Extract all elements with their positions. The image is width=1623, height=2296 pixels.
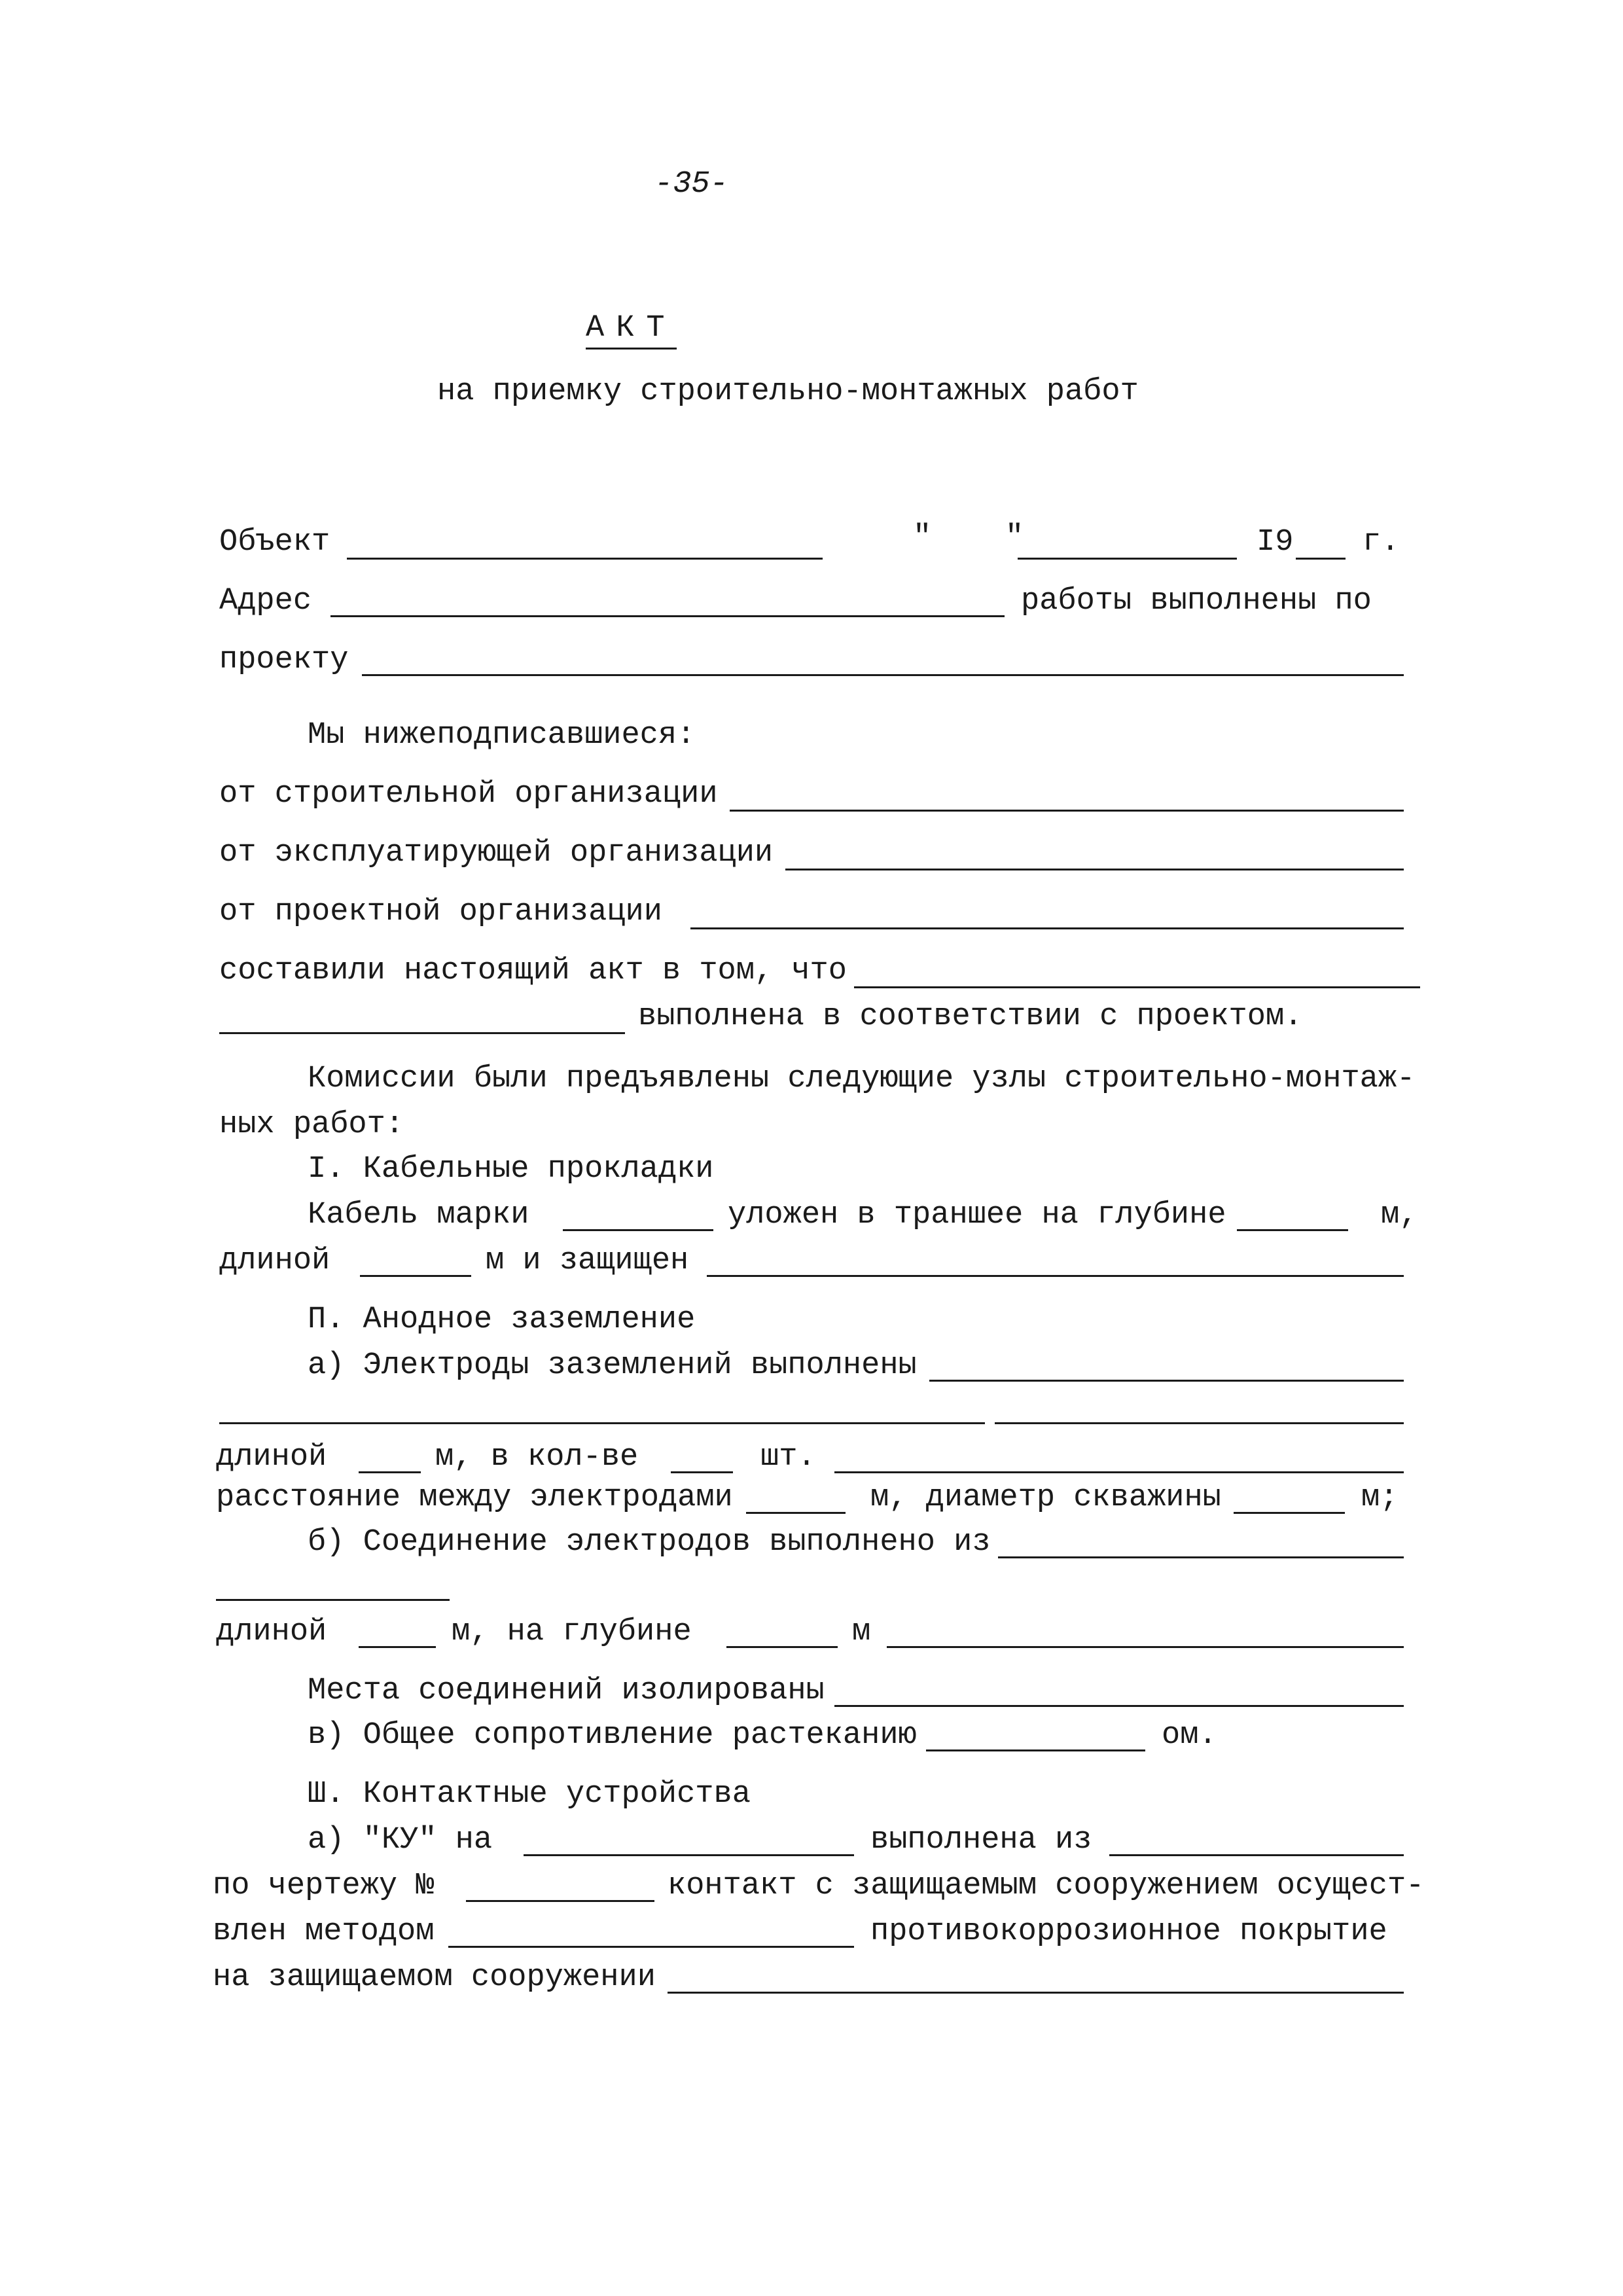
object-label: Объект [219, 525, 330, 560]
distance-label: расстояние между электродами [216, 1480, 733, 1515]
connection-label: б) Соединение электродов выполнено из [308, 1525, 991, 1560]
electrodes-field-cont-2[interactable] [995, 1422, 1404, 1424]
design-org-label: от проектной организации [219, 895, 662, 929]
m-depth-label: м, на глубине [452, 1615, 692, 1649]
commission-line-1: Комиссии были предъявлены следующие узлы строительно-монтаж- [308, 1062, 1416, 1096]
year-suffix: г. [1363, 525, 1400, 560]
ku-material-field[interactable] [1109, 1854, 1404, 1856]
project-label: проекту [219, 643, 349, 677]
cable-protection-field[interactable] [707, 1275, 1404, 1277]
method-field[interactable] [448, 1946, 854, 1948]
on-structure-label: на защищаемом сооружении [213, 1960, 656, 1995]
design-org-field[interactable] [690, 927, 1404, 929]
distance-field[interactable] [746, 1512, 846, 1514]
object-field[interactable] [347, 558, 823, 560]
section1-heading: I. Кабельные прокладки [308, 1152, 714, 1187]
trench-depth-field[interactable] [1237, 1229, 1348, 1231]
address-field[interactable] [330, 615, 1005, 617]
electrode-qty-field[interactable] [671, 1471, 733, 1473]
electrodes-field[interactable] [929, 1380, 1404, 1382]
drawing-number-field[interactable] [466, 1900, 654, 1902]
document-subtitle: на приемку строительно-монтажных работ [437, 374, 1139, 409]
date-field[interactable] [1018, 558, 1237, 560]
project-field[interactable] [362, 674, 1404, 676]
electrodes-field-cont-1[interactable] [219, 1422, 985, 1424]
date-quote-marks: " " [913, 520, 1024, 555]
cable-length-field[interactable] [360, 1275, 471, 1277]
construction-org-label: от строительной организации [219, 777, 718, 812]
operating-org-label: от эксплуатирующей организации [219, 836, 774, 870]
resistance-label: в) Общее сопротивление растеканию [308, 1718, 917, 1753]
commission-line-2: ных работ: [219, 1107, 404, 1142]
laid-in-trench-label: уложен в траншее на глубине [728, 1198, 1226, 1232]
diameter-field[interactable] [1234, 1512, 1345, 1514]
electrodes-label: а) Электроды заземлений выполнены [308, 1348, 917, 1383]
drawn-up-label: составили настоящий акт в том, что [219, 954, 847, 988]
cable-length-label: длиной [219, 1244, 330, 1278]
signatories-intro: Мы нижеподписавшиеся: [308, 718, 696, 753]
cable-brand-field[interactable] [563, 1229, 713, 1231]
construction-org-field[interactable] [730, 810, 1404, 812]
section2-heading: П. Анодное заземление [308, 1302, 696, 1337]
m-diameter-label: м, диаметр скважины [870, 1480, 1221, 1515]
connection-field[interactable] [998, 1556, 1404, 1558]
electrode-qty-note-field[interactable] [834, 1471, 1404, 1473]
cable-brand-label: Кабель марки [308, 1198, 529, 1232]
ku-label: а) "КУ" на [308, 1823, 493, 1857]
connection-depth-field[interactable] [726, 1646, 838, 1648]
resistance-field[interactable] [926, 1749, 1145, 1751]
work-field[interactable] [219, 1032, 625, 1034]
contact-line-label: контакт с защищаемым сооружением осущест- [668, 1869, 1425, 1903]
year-label: I9 [1257, 525, 1294, 560]
unit-m-comma: м, [1381, 1198, 1418, 1232]
drawn-up-field[interactable] [854, 986, 1420, 988]
document-title: АКТ [586, 313, 677, 350]
per-drawing-label: по чертежу № [213, 1869, 435, 1903]
joints-insulated-label: Места соединений изолированы [308, 1674, 825, 1708]
done-per-project-label: выполнена в соответствии с проектом. [638, 999, 1303, 1034]
m-label: м [852, 1615, 871, 1649]
connection-field-cont[interactable] [216, 1599, 450, 1601]
ohm-label: ом. [1162, 1718, 1217, 1753]
ku-field[interactable] [524, 1854, 854, 1856]
done-from-label: выполнена из [870, 1823, 1092, 1857]
operating-org-field[interactable] [785, 869, 1404, 870]
connection-note-field[interactable] [887, 1646, 1404, 1648]
connection-length-label: длиной [216, 1615, 327, 1649]
joints-insulated-field[interactable] [834, 1705, 1404, 1707]
anticorrosion-label: противокоррозионное покрытие [870, 1914, 1387, 1949]
page-number: -35- [654, 167, 728, 202]
electrode-length-field[interactable] [359, 1471, 421, 1473]
connection-length-field[interactable] [359, 1646, 436, 1648]
m-and-protected-label: м и защищен [486, 1244, 689, 1278]
method-label: влен методом [213, 1914, 435, 1949]
address-label: Адрес [219, 584, 312, 619]
on-structure-field[interactable] [668, 1992, 1404, 1994]
section3-heading: Ш. Контактные устройства [308, 1777, 751, 1812]
electrode-length-label: длиной [216, 1440, 327, 1475]
year-field[interactable] [1296, 558, 1346, 560]
m-semicolon: м; [1361, 1480, 1399, 1515]
m-qty-label: м, в кол-ве [435, 1440, 639, 1475]
works-done-label: работы выполнены по [1021, 584, 1372, 619]
pcs-label: шт. [760, 1440, 816, 1475]
